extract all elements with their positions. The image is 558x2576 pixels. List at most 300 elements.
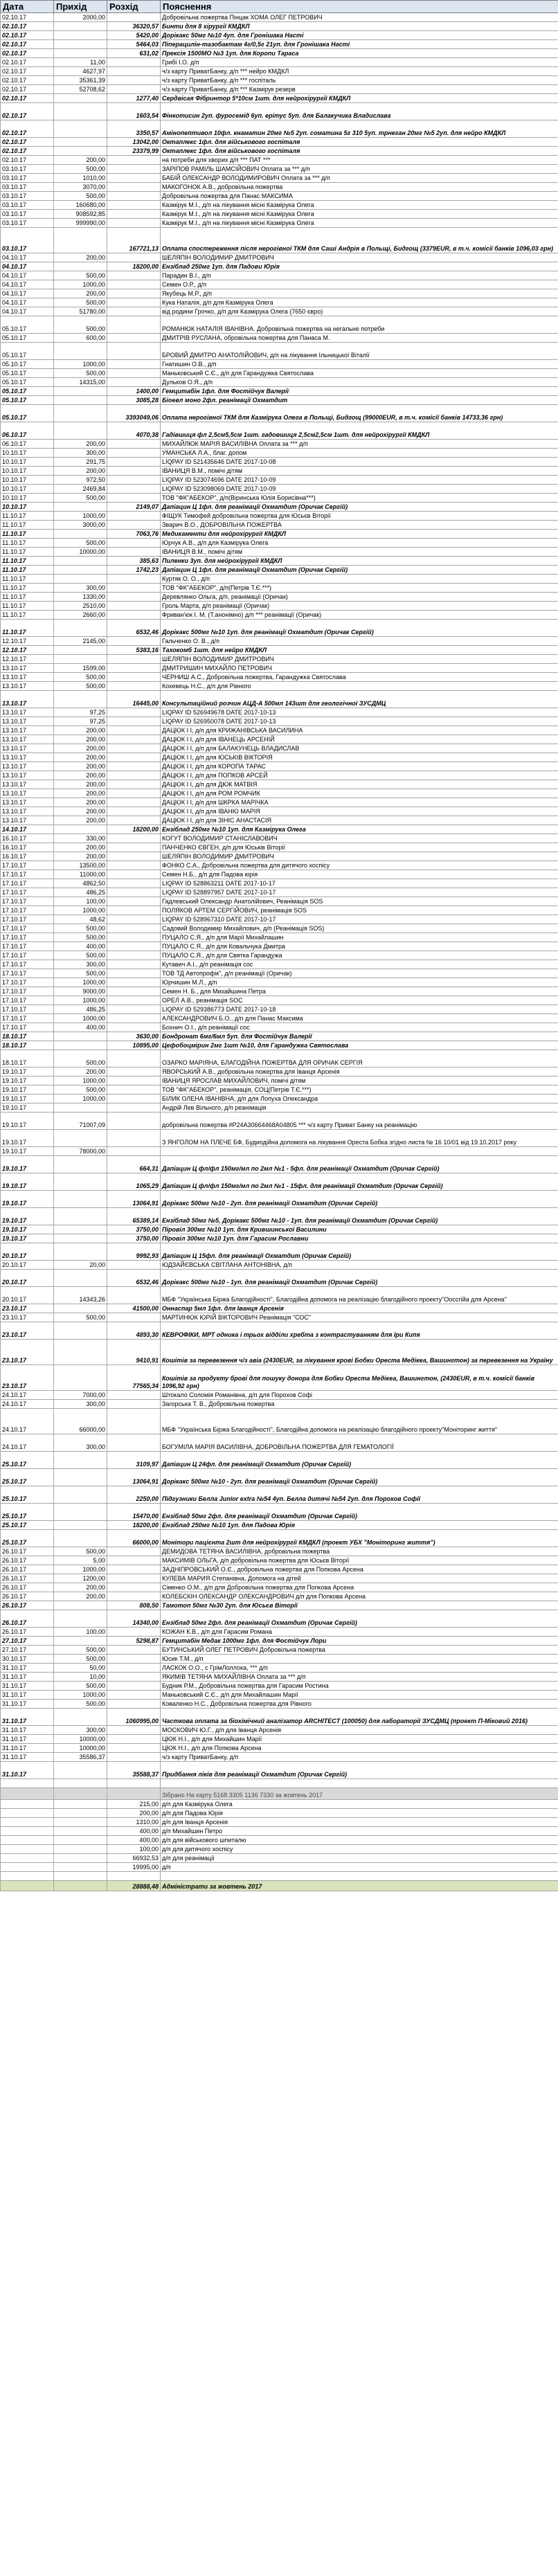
row-expense: 3750,00: [107, 1234, 161, 1243]
row-income: 400,00: [54, 1023, 107, 1032]
row-date: 04.10.17: [1, 289, 54, 298]
row-income: 200,00: [54, 289, 107, 298]
row-date: 05.10.17: [1, 405, 54, 422]
table-row: [1, 1270, 558, 1287]
row-expense: [107, 1014, 161, 1023]
row-expense: [107, 708, 161, 717]
row-note: Юрчук А.В., д/п для Казмірука Олега: [161, 539, 558, 548]
row-date: 04.10.17: [1, 298, 54, 307]
row-note: Придбання ліків для реанімації Охматдит (Оричак Сергій): [161, 1762, 558, 1779]
table-row: [1, 183, 558, 192]
row-date: 11.10.17: [1, 566, 54, 575]
tail-blank: [54, 1836, 107, 1845]
row-date: 13.10.17: [1, 673, 54, 682]
row-income: [54, 22, 107, 31]
row-note: Андрій Лев Вільного, д/п реанімація: [161, 1104, 558, 1113]
table-row: [1, 1322, 558, 1340]
table-row: [1, 120, 558, 138]
row-date: 25.10.17: [1, 1486, 54, 1504]
tail-blank: [1, 1800, 54, 1809]
tail-amount: 200,00: [107, 1809, 161, 1818]
row-date: 02.10.17: [1, 31, 54, 40]
final-row: [1, 1881, 558, 1891]
row-expense: [107, 1005, 161, 1014]
row-expense: [107, 897, 161, 906]
table-row: [1, 1556, 558, 1565]
row-note: Куртяк О. О., д/п: [161, 575, 558, 584]
row-note: ДМИТРИШИН МИХАЙЛО ПЕТРОВИЧ: [161, 664, 558, 673]
table-row: [1, 1469, 558, 1486]
table-row: [1, 156, 558, 165]
row-note: ДАЦЮК І І, д/п для ПОПКОВ АРСЕЙ: [161, 771, 558, 780]
row-note: ЛАСКОК О.О., с ГрімЛоллока, *** д/п: [161, 1664, 558, 1673]
table-row: [1, 1208, 558, 1225]
row-expense: [107, 539, 161, 548]
table-row: [1, 521, 558, 530]
row-expense: [107, 76, 161, 85]
row-expense: [107, 378, 161, 387]
row-expense: [107, 449, 161, 458]
row-income: 200,00: [54, 771, 107, 780]
row-expense: [107, 440, 161, 449]
row-income: [54, 1521, 107, 1530]
spacer-cell: [54, 1872, 107, 1881]
row-income: [54, 138, 107, 147]
row-note: Консультаційний розчин АЦД-А 500мл 143шт для геологічної ЗУСДМЦ: [161, 691, 558, 708]
row-date: 27.10.17: [1, 1646, 54, 1655]
table-row: [1, 807, 558, 816]
table-row: [1, 1287, 558, 1304]
row-income: [54, 147, 107, 156]
row-date: 23.10.17: [1, 1322, 54, 1340]
table-row: [1, 870, 558, 879]
row-expense: 3109,97: [107, 1452, 161, 1469]
row-income: 35586,37: [54, 1753, 107, 1762]
row-note: Гемцитабін Медак 1000мг 1фл. для Фостійчук Лори: [161, 1637, 558, 1646]
row-date: 17.10.17: [1, 924, 54, 933]
row-note: Будник Р.М., Добровільна пожертва для Гарасим Ростина: [161, 1682, 558, 1691]
row-note: Казмірук М.І., д/п на лікування місні Казмірука Олега: [161, 201, 558, 210]
tail-blank: [54, 1854, 107, 1863]
table-row: [1, 996, 558, 1005]
row-note: Дульков О.Я., д/п: [161, 378, 558, 387]
table-row: [1, 387, 558, 396]
row-date: 23.10.17: [1, 1313, 54, 1322]
row-date: 19.10.17: [1, 1234, 54, 1243]
row-note: ч/з карту ПриватБанку, д/п *** госпіталь: [161, 76, 558, 85]
row-expense: [107, 726, 161, 735]
row-date: 03.10.17: [1, 228, 54, 253]
table-row: [1, 94, 558, 103]
row-note: МИХАЙЛЮК МАРІЯ ВАСИЛІВНА Оплата за *** д/п: [161, 440, 558, 449]
row-expense: 664,31: [107, 1156, 161, 1173]
table-row: [1, 138, 558, 147]
row-income: 200,00: [54, 467, 107, 476]
row-note: Юсик Т.М., д/п: [161, 1655, 558, 1664]
row-note: Сердвісая Фібринтор 5*10см 1шт. для нейрохірургії КМДКЛ: [161, 94, 558, 103]
table-row: [1, 1156, 558, 1173]
table-row: [1, 1700, 558, 1709]
tail-blank: [54, 1800, 107, 1809]
row-note: ОЗАРКО МАРІЯНА, БЛАГОДІЙНА ПОЖЕРТВА ДЛЯ ОРИЧАК СЕРГІЯ: [161, 1050, 558, 1068]
row-income: 500,00: [54, 1050, 107, 1068]
table-row: [1, 485, 558, 494]
row-date: 06.10.17: [1, 440, 54, 449]
row-note: на потреби для хворих д/п *** ПАТ ***: [161, 156, 558, 165]
table-row: [1, 646, 558, 655]
table-row: [1, 942, 558, 951]
row-expense: [107, 485, 161, 494]
table-row: [1, 780, 558, 789]
table-row: [1, 897, 558, 906]
row-expense: [107, 655, 161, 664]
table-row: [1, 1610, 558, 1628]
row-income: 486,25: [54, 1005, 107, 1014]
row-income: 1000,00: [54, 978, 107, 987]
tail-blank: [1, 1863, 54, 1872]
table-row: [1, 1547, 558, 1556]
summary-cell: [1, 1788, 54, 1800]
row-date: 17.10.17: [1, 915, 54, 924]
row-income: [54, 1225, 107, 1234]
row-note: ФІЩУК Тимофей добровільна пожертва для Юсьєв Віторії: [161, 512, 558, 521]
table-row: [1, 987, 558, 996]
row-note: Юрчишин М.Л., д/п: [161, 978, 558, 987]
table-row: [1, 422, 558, 440]
row-note: Піровіл 300мг №10 1уп. для Гарасим Рославни: [161, 1234, 558, 1243]
table-row: [1, 219, 558, 228]
row-note: Деревлянко Ольга, д/п, реанімації (Оричак): [161, 593, 558, 602]
table-row: [1, 1637, 558, 1646]
table-row: [1, 494, 558, 503]
row-income: [54, 1601, 107, 1610]
row-date: 02.10.17: [1, 138, 54, 147]
row-date: 19.10.17: [1, 1191, 54, 1208]
row-note: ДМИТРІВ РУСЛАНА, обровільна пожертва для Панаса М.: [161, 334, 558, 343]
table-row: [1, 1340, 558, 1365]
row-note: Дорікакс 500мг №10 1уп. для реанімації Охматдит (Оричак Сергій): [161, 620, 558, 637]
table-row: [1, 307, 558, 316]
tail-blank: [54, 1845, 107, 1854]
row-date: 05.10.17: [1, 316, 54, 334]
row-note: ДАЦЮК І І, д/п для КРИЖАНІВСЬКА ВАСИЛИНА: [161, 726, 558, 735]
header-date: Дата: [1, 1, 54, 13]
row-expense: [107, 960, 161, 969]
row-note: КЕВРОФІКИ, МРТ одника і трьох відділи хребта з контрастуванням для Іри Кипя: [161, 1322, 558, 1340]
row-income: 2145,00: [54, 637, 107, 646]
row-note: ч/з карту ПриватБанку, д/п *** нейро КМДКЛ: [161, 67, 558, 76]
row-date: 25.10.17: [1, 1452, 54, 1469]
row-date: 19.10.17: [1, 1077, 54, 1086]
row-date: 03.10.17: [1, 174, 54, 183]
spacer-cell: [1, 1779, 54, 1788]
row-expense: 2250,00: [107, 1486, 161, 1504]
transactions-body: [1, 13, 558, 1891]
table-row: [1, 1709, 558, 1726]
table-row: [1, 691, 558, 708]
row-expense: [107, 906, 161, 915]
spacer-cell: [161, 1779, 558, 1788]
row-date: 13.10.17: [1, 717, 54, 726]
row-date: 17.10.17: [1, 906, 54, 915]
table-row: [1, 476, 558, 485]
row-date: 17.10.17: [1, 888, 54, 897]
table-row: [1, 664, 558, 673]
row-date: 10.10.17: [1, 494, 54, 503]
row-income: 4862,50: [54, 879, 107, 888]
row-income: [54, 1130, 107, 1147]
row-note: Дапіацин Ц фл/фл 150мг/мл по 2мл №1 - 15фл. для реанімації Охматдит (Оричак Сергій): [161, 1173, 558, 1191]
row-note: Маньковський С.Є., д/п для Гарандужка Святослава: [161, 369, 558, 378]
row-income: 500,00: [54, 673, 107, 682]
row-note: Тамотоп 50мг №30 2уп. для Юсьєв Віторії: [161, 1601, 558, 1610]
table-row: [1, 1234, 558, 1243]
row-expense: 10895,00: [107, 1041, 161, 1050]
table-row: [1, 620, 558, 637]
tail-amount: 66932,53: [107, 1854, 161, 1863]
table-row: [1, 1243, 558, 1261]
table-row: [1, 1592, 558, 1601]
row-income: 200,00: [54, 816, 107, 825]
row-date: 31.10.17: [1, 1762, 54, 1779]
row-expense: [107, 1261, 161, 1270]
row-note: ДАЦЮК І І, д/п для ШКРКА МАРІЧКА: [161, 798, 558, 807]
row-income: 200,00: [54, 744, 107, 753]
row-income: 200,00: [54, 1583, 107, 1592]
row-note: Фінкотисин 2уп. фуросемід 6уп. ерітус 5уп. для Балакучика Владислава: [161, 103, 558, 120]
row-income: 14315,00: [54, 378, 107, 387]
table-row: [1, 31, 558, 40]
row-income: [54, 49, 107, 58]
row-expense: 1400,00: [107, 387, 161, 396]
row-note: Прексія 1500МО №3 1уп. для Коропи Тараса: [161, 49, 558, 58]
table-row: [1, 449, 558, 458]
row-date: 24.10.17: [1, 1391, 54, 1400]
table-row: [1, 192, 558, 201]
table-row: [1, 396, 558, 405]
row-income: 500,00: [54, 369, 107, 378]
table-row: [1, 593, 558, 602]
row-expense: [107, 1753, 161, 1762]
row-note: Парадин В.І., д/п: [161, 271, 558, 280]
row-expense: [107, 987, 161, 996]
row-note: Кошітів за перевезення ч/з авіа (2430EUR, за лікування крові Бобки Ореста Медікеа, Вашингтон) за перевезення на Україну: [161, 1340, 558, 1365]
table-row: [1, 1762, 558, 1779]
table-row: [1, 13, 558, 22]
tail-note: д/п для дитячого хоспісу: [161, 1845, 558, 1854]
row-note: Часткова оплата за біохімічний аналізатор ARCHITECT (100050) для лабораторії ЗУСДМЦ (проект П-Міковий 2016): [161, 1709, 558, 1726]
tail-amount: 400,00: [107, 1827, 161, 1836]
row-note: LIQPAY ID 521435646 DATE 2017-10-08: [161, 458, 558, 467]
row-income: 400,00: [54, 942, 107, 951]
table-row: [1, 369, 558, 378]
row-expense: 5420,00: [107, 31, 161, 40]
table-row: [1, 1225, 558, 1234]
row-income: [54, 120, 107, 138]
table-row: [1, 1077, 558, 1086]
row-date: 05.10.17: [1, 378, 54, 387]
row-date: 17.10.17: [1, 978, 54, 987]
row-income: 100,00: [54, 897, 107, 906]
table-row: [1, 1691, 558, 1700]
table-row: [1, 1486, 558, 1504]
row-note: Фриван'юк І. М. (Т.анонімно) д/п *** реанімації (Оричак): [161, 611, 558, 620]
row-date: 10.10.17: [1, 485, 54, 494]
row-income: 200,00: [54, 762, 107, 771]
table-row: [1, 1391, 558, 1400]
row-income: 2660,00: [54, 611, 107, 620]
table-row: [1, 798, 558, 807]
row-date: 25.10.17: [1, 1469, 54, 1486]
row-expense: [107, 584, 161, 593]
row-expense: [107, 298, 161, 307]
row-date: 13.10.17: [1, 798, 54, 807]
row-date: 26.10.17: [1, 1556, 54, 1565]
row-income: 300,00: [54, 1434, 107, 1452]
row-date: 19.10.17: [1, 1130, 54, 1147]
row-note: Оннаспар 5мл 1фл. для Іванця Арсенія: [161, 1304, 558, 1313]
row-income: [54, 1173, 107, 1191]
row-date: 03.10.17: [1, 165, 54, 174]
row-expense: [107, 548, 161, 557]
table-row: [1, 789, 558, 798]
row-income: 486,25: [54, 888, 107, 897]
row-expense: 66000,00: [107, 1530, 161, 1547]
row-expense: 631,02: [107, 49, 161, 58]
row-expense: 3630,00: [107, 1032, 161, 1041]
row-income: [54, 405, 107, 422]
row-expense: 5383,16: [107, 646, 161, 655]
row-note: Бохнич О.І., д/п реанімації сос: [161, 1023, 558, 1032]
row-expense: [107, 476, 161, 485]
row-date: 13.10.17: [1, 807, 54, 816]
row-date: 17.10.17: [1, 987, 54, 996]
row-expense: 808,50: [107, 1601, 161, 1610]
row-expense: [107, 870, 161, 879]
row-expense: [107, 183, 161, 192]
row-date: 13.10.17: [1, 816, 54, 825]
row-expense: 1065,29: [107, 1173, 161, 1191]
row-date: 12.10.17: [1, 637, 54, 646]
table-row: [1, 655, 558, 664]
row-date: 17.10.17: [1, 1023, 54, 1032]
row-date: 17.10.17: [1, 1014, 54, 1023]
row-expense: 23379,99: [107, 147, 161, 156]
table-row: [1, 1628, 558, 1637]
row-expense: [107, 271, 161, 280]
row-date: 03.10.17: [1, 210, 54, 219]
row-note: БАБІЙ ОЛЕКСАНДР ВОЛОДИМИРОВИЧ Оплата за *** д/п: [161, 174, 558, 183]
table-row: [1, 76, 558, 85]
row-note: ДАЦЮК І І, д/п для ДЮК МАТВІЯ: [161, 780, 558, 789]
row-expense: [107, 343, 161, 360]
row-income: 160680,00: [54, 201, 107, 210]
table-row: [1, 933, 558, 942]
row-note: КОГУТ ВОЛОДИМИР СТАНІСЛАВОВИЧ: [161, 834, 558, 843]
row-income: 200,00: [54, 843, 107, 852]
row-expense: [107, 369, 161, 378]
row-expense: [107, 924, 161, 933]
row-date: 13.10.17: [1, 744, 54, 753]
row-date: 26.10.17: [1, 1601, 54, 1610]
row-note: Кутавич А.І., д/п реанімація сос: [161, 960, 558, 969]
row-income: [54, 1304, 107, 1313]
row-income: 1000,00: [54, 996, 107, 1005]
row-income: 52708,62: [54, 85, 107, 94]
row-expense: [107, 316, 161, 334]
row-expense: [107, 1726, 161, 1735]
row-expense: [107, 1434, 161, 1452]
table-row: [1, 1504, 558, 1521]
row-expense: [107, 1113, 161, 1130]
row-note: ЯВОРСЬКИЙ А.В., добровільна пожертва для Іванця Арсенія: [161, 1068, 558, 1077]
row-date: 19.10.17: [1, 1095, 54, 1104]
row-note: Ензіблад 250мг №10 1уп. для Казмірука Олега: [161, 825, 558, 834]
table-row: [1, 1521, 558, 1530]
row-expense: [107, 1655, 161, 1664]
row-date: 05.10.17: [1, 360, 54, 369]
row-note: LIQPAY ID 528897957 DATE 2017-10-17: [161, 888, 558, 897]
row-note: Піперацилін-тазобактам 4г/0,5г 21уп. для Гронішака Насті: [161, 40, 558, 49]
row-expense: [107, 834, 161, 843]
tail-row: [1, 1809, 558, 1818]
row-income: 500,00: [54, 494, 107, 503]
table-row: [1, 1041, 558, 1050]
row-income: [54, 396, 107, 405]
row-date: 20.10.17: [1, 1287, 54, 1304]
row-date: 18.10.17: [1, 1032, 54, 1041]
row-date: 20.10.17: [1, 1243, 54, 1261]
table-row: [1, 1130, 558, 1147]
row-note: Добровільна пожертва для Панас МАКСИМА: [161, 192, 558, 201]
row-date: 17.10.17: [1, 969, 54, 978]
row-expense: 3350,57: [107, 120, 161, 138]
row-expense: [107, 494, 161, 503]
row-income: 908592,85: [54, 210, 107, 219]
table-row: [1, 717, 558, 726]
row-expense: 9992,93: [107, 1243, 161, 1261]
row-income: 500,00: [54, 1655, 107, 1664]
row-date: 13.10.17: [1, 691, 54, 708]
row-income: 13500,00: [54, 861, 107, 870]
table-row: [1, 575, 558, 584]
row-date: 24.10.17: [1, 1434, 54, 1452]
row-date: 02.10.17: [1, 76, 54, 85]
row-expense: [107, 1095, 161, 1104]
row-date: 27.10.17: [1, 1637, 54, 1646]
row-income: 78000,00: [54, 1147, 107, 1156]
row-expense: [107, 174, 161, 183]
table-row: [1, 316, 558, 334]
table-row: [1, 726, 558, 735]
row-income: [54, 262, 107, 271]
row-note: Підгузники Белла Junior extra №54 4уп. Белла дитячі №54 2уп. для Порохов Софії: [161, 1486, 558, 1504]
row-date: 11.10.17: [1, 584, 54, 593]
row-note: Семен Н.Б., д/п для Падова юрія: [161, 870, 558, 879]
row-income: 200,00: [54, 753, 107, 762]
row-date: 24.10.17: [1, 1400, 54, 1409]
row-expense: [107, 280, 161, 289]
row-income: 500,00: [54, 1682, 107, 1691]
table-row: [1, 378, 558, 387]
row-date: 13.10.17: [1, 664, 54, 673]
row-income: [54, 575, 107, 584]
row-income: 1000,00: [54, 360, 107, 369]
table-row: [1, 360, 558, 369]
row-date: 12.10.17: [1, 646, 54, 655]
row-expense: [107, 717, 161, 726]
row-income: [54, 1322, 107, 1340]
